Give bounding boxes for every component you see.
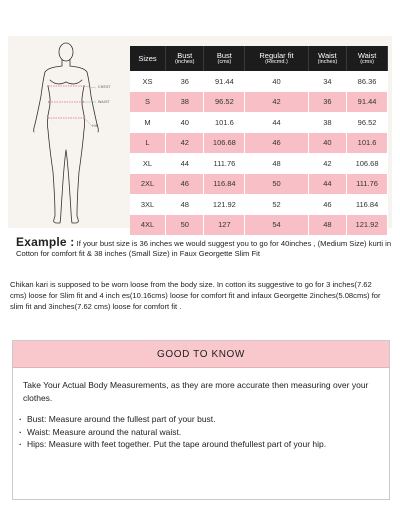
table-cell: 40 [308,133,346,154]
table-cell: 52 [245,194,308,215]
good-to-know-title: GOOD TO KNOW [13,341,389,368]
list-item [19,427,385,438]
table-cell: 121.92 [347,215,388,236]
example-text: If your bust size is 36 inches we would suggest you to go for 40inches , (Medium Size) kurti in Cotton for comfort fit & 38 inches (Small Size) in Faux Georgette Slim Fit [16,239,392,258]
table-cell: 46 [308,194,346,215]
header-bust-inches: Bust (inches) [166,46,204,71]
header-regular-fit: Regular fit (Recmd.) [245,46,308,71]
body-outline-icon [8,40,124,230]
table-cell: 106.68 [347,153,388,174]
table-cell: 40 [166,112,204,133]
table-cell: 42 [308,153,346,174]
table-cell: 34 [308,71,346,92]
table-row [130,215,388,236]
table-cell: 96.52 [204,92,245,113]
table-cell: 50 [245,174,308,195]
chikan-paragraph: Chikan kari is supposed to be worn loose from the body size. In cotton its suggestive to go for 3 inches(7.62 cms) loose for Slim fit and 4 inch es(10.16cms) loose for comfort fit and infaux Georgette 2inches(5.08cms) for slim fit and 3inches(7.62 cms) loose for comfort fit . [10,280,381,311]
table-cell: 111.76 [347,174,388,195]
table-cell: 48 [166,194,204,215]
table-cell: 2XL [130,174,166,195]
table-cell: 96.52 [347,112,388,133]
table-cell: 36 [308,92,346,113]
example-lead: Example : [16,235,75,249]
tip-term: Waist: [27,426,51,437]
table-cell: 116.84 [347,194,388,215]
table-cell: 54 [245,215,308,236]
bullet-icon: · [19,414,22,424]
table-cell: 127 [204,215,245,236]
table-cell: M [130,112,166,133]
tip-text: Measure around the natural waist. [50,426,182,437]
table-row [130,194,388,215]
body-figure [8,40,124,230]
table-row [130,153,388,174]
header-waist-inches: Waist (inches) [308,46,346,71]
waist-label: WAIST [98,100,110,104]
table-row [130,174,388,195]
table-cell: 46 [166,174,204,195]
table-cell: 44 [308,174,346,195]
table-cell: 101.6 [204,112,245,133]
list-item [19,414,385,425]
table-row [130,92,388,113]
table-row [130,112,388,133]
table-cell: 50 [166,215,204,236]
tip-text: Measure with feet together. Put the tape around thefullest part of your hip. [46,439,327,449]
size-chart-table [130,46,388,235]
chest-label: CHEST [98,85,111,89]
table-cell: 40 [245,71,308,92]
header-waist-cms: Waist (cms) [347,46,388,71]
example-paragraph [16,237,392,259]
table-cell: 44 [166,153,204,174]
list-item [19,439,385,450]
table-cell: 38 [166,92,204,113]
table-cell: 86.36 [347,71,388,92]
table-row [130,133,388,154]
tip-text: Measure around the fullest part of your bust. [46,414,216,424]
table-cell: 42 [166,133,204,154]
tip-term: Bust: [27,414,47,424]
table-cell: 48 [245,153,308,174]
table-cell: 36 [166,71,204,92]
table-cell: 116.84 [204,174,245,195]
bullet-icon: · [19,439,22,449]
table-header-row [130,46,388,71]
header-sizes: Sizes [130,46,166,71]
tip-term: Hips: [27,439,47,449]
table-cell: L [130,133,166,154]
good-to-know-box [12,340,390,500]
measurement-tips-list [19,414,385,452]
table-cell: 91.44 [347,92,388,113]
table-cell: 3XL [130,194,166,215]
bullet-icon: · [19,426,22,437]
table-cell: 48 [308,215,346,236]
table-cell: 46 [245,133,308,154]
table-cell: 42 [245,92,308,113]
table-cell: 101.6 [347,133,388,154]
table-cell: S [130,92,166,113]
table-cell: 4XL [130,215,166,236]
hip-label: HIP [92,124,99,128]
table-cell: 111.76 [204,153,245,174]
table-cell: XS [130,71,166,92]
table-cell: 106.68 [204,133,245,154]
table-cell: 91.44 [204,71,245,92]
table-cell: 121.92 [204,194,245,215]
table-cell: 38 [308,112,346,133]
table-cell: 44 [245,112,308,133]
good-to-know-intro: Take Your Actual Body Measurements, as they are more accurate then measuring over your clothes. [23,380,369,403]
table-cell: XL [130,153,166,174]
table-row [130,71,388,92]
header-bust-cms: Bust (cms) [204,46,245,71]
